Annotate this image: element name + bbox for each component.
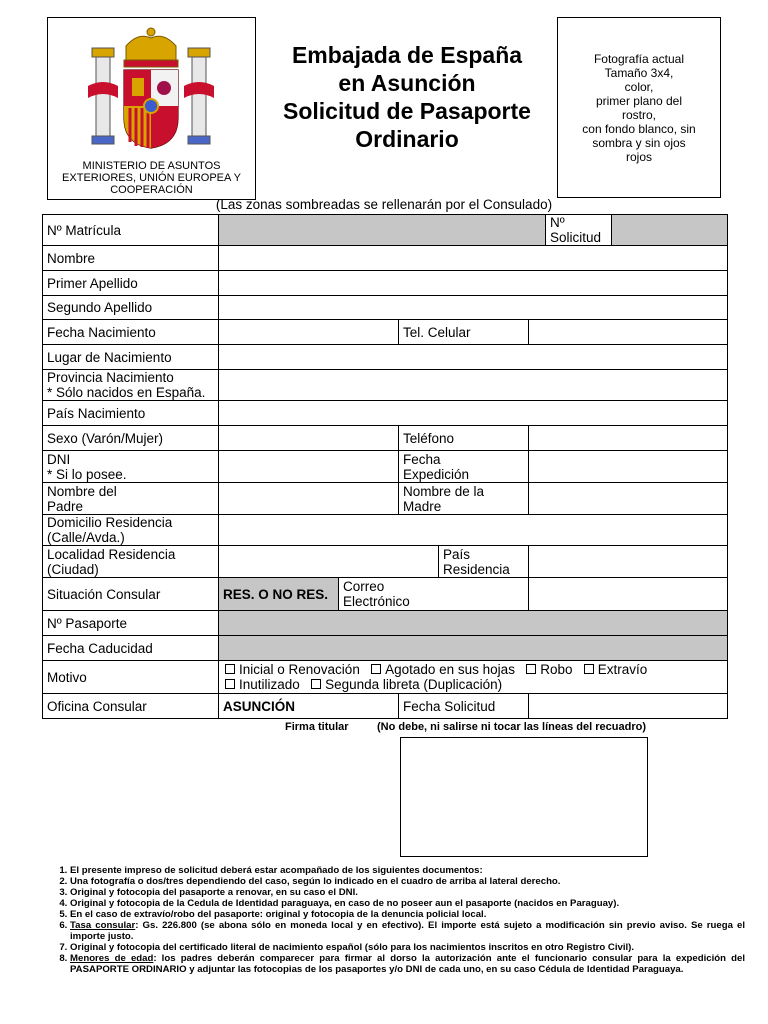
label-telefono: Teléfono (399, 426, 529, 451)
label-caducidad: Fecha Caducidad (43, 636, 219, 661)
list-item: 1. El presente impreso de solicitud deberá estar acompañado de los siguientes documentos: (70, 865, 745, 876)
checkbox-icon[interactable] (225, 679, 235, 689)
photo-line: Tamaño 3x4, (604, 66, 674, 80)
label-matricula: Nº Matrícula (43, 215, 219, 246)
oficina-consular-value: ASUNCIÓN (219, 694, 399, 719)
signature-box[interactable] (400, 737, 648, 857)
primer-apellido-field[interactable] (219, 271, 728, 296)
photo-line: rojos (625, 150, 652, 164)
motivo-option-label: Segunda libreta (Duplicación) (325, 677, 503, 692)
label-line: Nombre de la (403, 483, 485, 499)
signature-label: Firma titular (285, 721, 349, 733)
label-line: Madre (403, 498, 442, 514)
photo-line: con fondo blanco, sin (582, 122, 696, 136)
label-line: DNI (47, 451, 71, 467)
page-title (258, 41, 556, 153)
checkbox-icon[interactable] (225, 664, 235, 674)
checkbox-icon[interactable] (371, 664, 381, 674)
list-item: 5. En el caso de extravío/robo del pasaporte: original y fotocopia de la denuncia policial local. (70, 909, 745, 920)
motivo-option-label: Robo (540, 662, 573, 677)
label-line: * Sólo nacidos en España. (47, 385, 206, 400)
label-oficina-consular: Oficina Consular (43, 694, 219, 719)
provincia-nacimiento-field[interactable] (219, 370, 728, 401)
requirements-list (58, 865, 745, 975)
dni-field[interactable] (219, 451, 399, 483)
label-line: Localidad Residencia (47, 546, 176, 562)
signature-instruction: (No debe, ni salirse ni tocar las líneas del recuadro) (377, 721, 646, 733)
label-line: Residencia (443, 561, 510, 577)
label-provincia-nacimiento (43, 370, 219, 401)
label-nombre-padre (43, 483, 219, 515)
situacion-consular-field: RES. O NO RES. (219, 578, 339, 611)
photo-instructions (558, 52, 720, 164)
photo-line: color, (624, 80, 654, 94)
label-tel-celular: Tel. Celular (399, 320, 529, 345)
label-line: (Ciudad) (47, 561, 99, 577)
label-pais-nacimiento: País Nacimiento (43, 401, 219, 426)
segundo-apellido-field[interactable] (219, 296, 728, 320)
motivo-option-label: Extravío (597, 662, 648, 677)
matricula-field (219, 215, 546, 246)
correo-field[interactable] (529, 578, 728, 611)
motivo-option[interactable] (526, 662, 572, 677)
label-pais-residencia (439, 546, 529, 578)
item-text: : Gs. 226.800 (se abona sólo en moneda local y en efectivo). El importe está sujeto a modificación sin previo aviso. Se ruega el importe justo. (70, 920, 746, 942)
list-item: 3. Original y fotocopia del pasaporte a renovar, en su caso el DNI. (70, 887, 745, 898)
label-line: Correo (343, 579, 385, 594)
label-line: * Si lo posee. (47, 466, 127, 482)
tel-celular-field[interactable] (529, 320, 728, 345)
label-line: Nombre del (47, 483, 117, 499)
localidad-field[interactable] (219, 546, 439, 578)
label-situacion-consular: Situación Consular (43, 578, 219, 611)
label-line: Domicilio Residencia (47, 515, 173, 530)
motivo-option[interactable] (225, 662, 360, 677)
motivo-option-label: Inicial o Renovación (239, 662, 360, 677)
fecha-expedicion-field[interactable] (529, 451, 728, 483)
photo-box (557, 17, 721, 198)
label-line: Padre (47, 498, 84, 514)
label-solicitud: Nº Solicitud (546, 215, 612, 246)
list-item: 4. Original y fotocopia de la Cedula de Identidad paraguaya, en caso de no poseer aun el pasaporte (nacidos en Paraguay). (70, 898, 745, 909)
label-line: Provincia Nacimiento (47, 370, 174, 385)
lugar-nacimiento-field[interactable] (219, 345, 728, 370)
pasaporte-field (219, 611, 728, 636)
label-line: Fecha (403, 451, 441, 467)
label-domicilio (43, 515, 219, 546)
label-motivo: Motivo (43, 661, 219, 694)
ministry-line: COOPERACIÓN (110, 184, 193, 196)
motivo-option[interactable] (311, 677, 502, 692)
label-sexo: Sexo (Varón/Mujer) (43, 426, 219, 451)
motivo-option-label: Inutilizado (239, 677, 300, 692)
item-text: : los padres deberán comparecer para firmar al dorso la autorización ante el funcionario consular para la expedición del PASAPORTE ORDINARIO y adjuntar las fotocopias de los pasaportes y/o DNI de cada uno, en su caso Cédula de Identidad Paraguaya. (70, 953, 746, 975)
title-line: Embajada de España (291, 42, 523, 68)
sexo-field[interactable] (219, 426, 399, 451)
ministry-line: MINISTERIO DE ASUNTOS (82, 160, 221, 172)
motivo-option[interactable] (371, 662, 515, 677)
checkbox-icon[interactable] (526, 664, 536, 674)
photo-line: rostro, (621, 108, 656, 122)
nombre-padre-field[interactable] (219, 483, 399, 515)
label-line: Expedición (403, 466, 470, 482)
label-lugar-nacimiento: Lugar de Nacimiento (43, 345, 219, 370)
label-fecha-solicitud: Fecha Solicitud (399, 694, 529, 719)
caducidad-field (219, 636, 728, 661)
title-line: en Asunción (338, 70, 476, 96)
label-line: Electrónico (343, 594, 410, 609)
list-item: 7. Original y fotocopia del certificado literal de nacimiento español (sólo para los nacimientos inscritos en otro Registro Civil). (70, 942, 745, 953)
label-correo (339, 578, 529, 611)
fecha-nacimiento-field[interactable] (219, 320, 399, 345)
label-nombre-madre (399, 483, 529, 515)
pais-nacimiento-field[interactable] (219, 401, 728, 426)
ministry-name (48, 160, 255, 196)
coat-of-arms-icon (86, 26, 216, 154)
label-nombre: Nombre (43, 246, 219, 271)
label-fecha-expedicion (399, 451, 529, 483)
motivo-option-label: Agotado en sus hojas (385, 662, 515, 677)
label-segundo-apellido: Segundo Apellido (43, 296, 219, 320)
label-localidad (43, 546, 219, 578)
fecha-solicitud-field[interactable] (529, 694, 728, 719)
label-fecha-nacimiento: Fecha Nacimiento (43, 320, 219, 345)
application-form (42, 214, 728, 719)
solicitud-field (612, 215, 728, 246)
pais-residencia-field[interactable] (529, 546, 728, 578)
nombre-field[interactable] (219, 246, 728, 271)
title-line: Solicitud de Pasaporte (283, 98, 531, 124)
label-line: País (443, 546, 471, 562)
ministry-line: EXTERIORES, UNIÓN EUROPEA Y (62, 172, 241, 184)
checkbox-icon[interactable] (311, 679, 321, 689)
nombre-madre-field[interactable] (529, 483, 728, 515)
photo-line: primer plano del (595, 94, 683, 108)
item-label: Menores de edad (70, 953, 154, 964)
domicilio-field[interactable] (219, 515, 728, 546)
photo-line: sombra y sin ojos (592, 136, 686, 150)
motivo-options (219, 661, 728, 694)
item-label: Tasa consular (70, 920, 136, 931)
list-item (70, 953, 745, 975)
title-line: Ordinario (355, 126, 459, 152)
motivo-option[interactable] (225, 677, 300, 692)
photo-line: Fotografía actual (593, 52, 685, 66)
shaded-zones-note: (Las zonas sombreadas se rellenarán por el Consulado) (215, 197, 553, 212)
label-pasaporte: Nº Pasaporte (43, 611, 219, 636)
ministry-box (47, 17, 256, 200)
list-item: 2. Una fotografía o dos/tres dependiendo del caso, según lo indicado en el cuadro de arriba al lateral derecho. (70, 876, 745, 887)
telefono-field[interactable] (529, 426, 728, 451)
checkbox-icon[interactable] (584, 664, 594, 674)
list-item (70, 920, 745, 942)
label-line: (Calle/Avda.) (47, 530, 125, 545)
motivo-option[interactable] (584, 662, 648, 677)
label-primer-apellido: Primer Apellido (43, 271, 219, 296)
label-dni (43, 451, 219, 483)
